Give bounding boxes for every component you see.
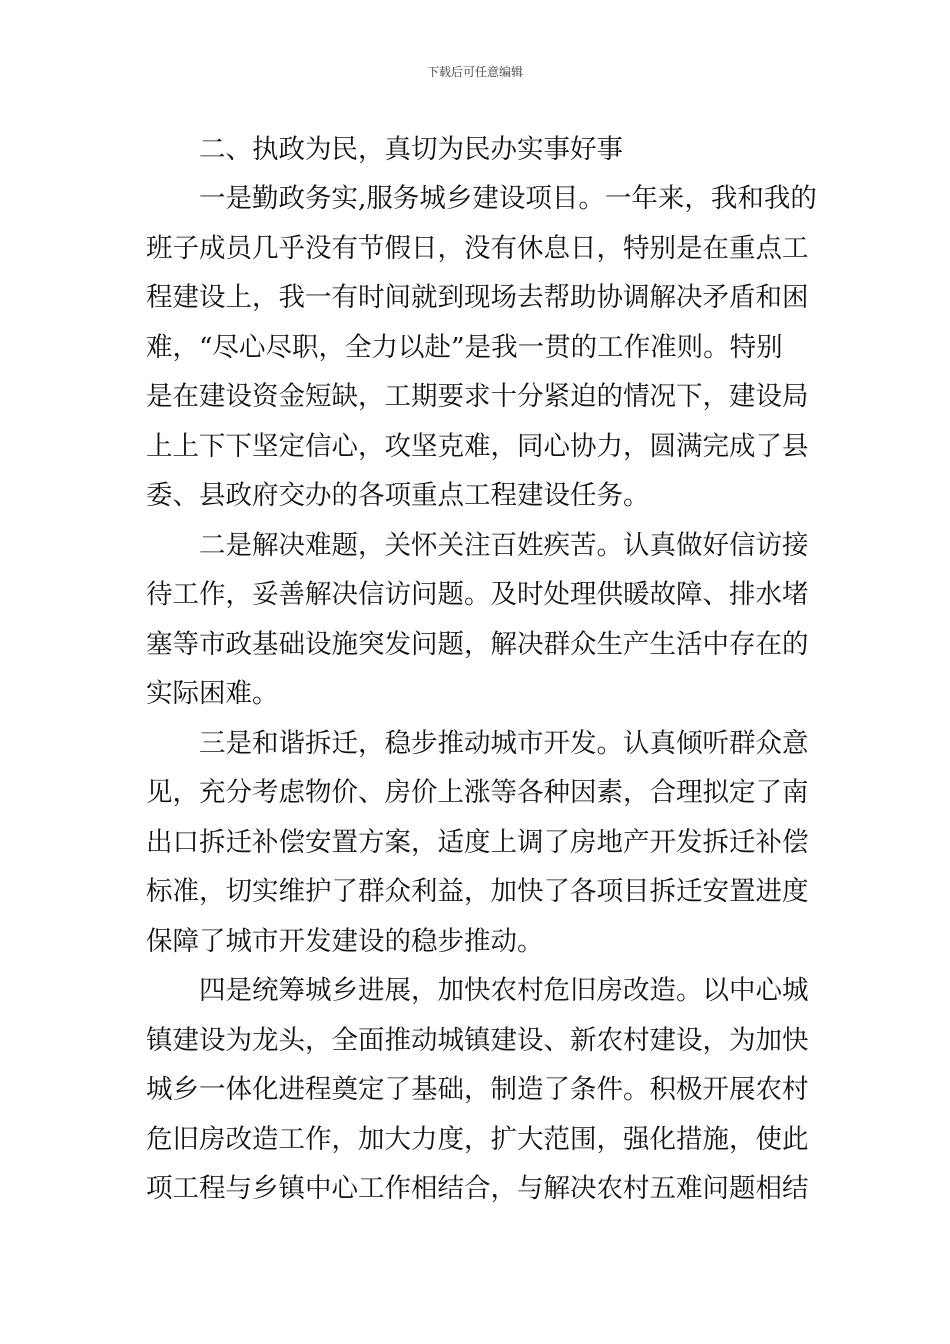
paragraph-line: 程建设上，我一有时间就到现场去帮助协调解决矛盾和困 [146, 282, 809, 313]
paragraph-line: 项工程与乡镇中心工作相结合，与解决农村五难问题相结 [146, 1173, 809, 1204]
paragraph-line: 一是勤政务实,服务城乡建设项目。一年来，我和我的 [199, 183, 817, 214]
paragraph-line: 班子成员几乎没有节假日，没有休息日，特别是在重点工 [146, 233, 809, 264]
paragraph-line: 保障了城市开发建设的稳步推动。 [146, 926, 544, 957]
paragraph-line: 待工作，妥善解决信访问题。及时处理供暖故障、排水堵 [146, 579, 809, 610]
paragraph-line: 二是解决难题，关怀关注百姓疾苦。认真做好信访接 [199, 530, 809, 561]
paragraph-line: 上上下下坚定信心，攻坚克难，同心协力，圆满完成了县 [146, 431, 809, 462]
paragraph-line: 出口拆迁补偿安置方案，适度上调了房地产开发拆迁补偿 [146, 827, 809, 858]
section-heading: 二、执政为民，真切为民办实事好事 [199, 134, 623, 165]
paragraph-line: 塞等市政基础设施突发问题，解决群众生产生活中存在的 [146, 629, 809, 660]
paragraph-line: 委、县政府交办的各项重点工程建设任务。 [146, 480, 650, 511]
paragraph-line: 难，“尽心尽职，全力以赴”是我一贯的工作准则。特别 [146, 332, 783, 363]
paragraph-line: 镇建设为龙头，全面推动城镇建设、新农村建设，为加快 [146, 1025, 809, 1056]
paragraph-line: 标准，切实维护了群众利益，加快了各项目拆迁安置进度 [146, 876, 809, 907]
paragraph-line: 见，充分考虑物价、房价上涨等各种因素，合理拟定了南 [146, 777, 809, 808]
paragraph-line: 城乡一体化进程奠定了基础，制造了条件。积极开展农村 [146, 1074, 809, 1105]
paragraph-line: 实际困难。 [146, 678, 279, 709]
paragraph-line: 四是统筹城乡进展，加快农村危旧房改造。以中心城 [199, 975, 809, 1006]
page-header-note: 下载后可任意编辑 [426, 65, 523, 79]
paragraph-line: 是在建设资金短缺，工期要求十分紧迫的情况下，建设局 [146, 381, 809, 412]
paragraph-line: 危旧房改造工作，加大力度，扩大范围，强化措施，使此 [146, 1124, 809, 1155]
paragraph-line: 三是和谐拆迁，稳步推动城市开发。认真倾听群众意 [199, 728, 809, 759]
